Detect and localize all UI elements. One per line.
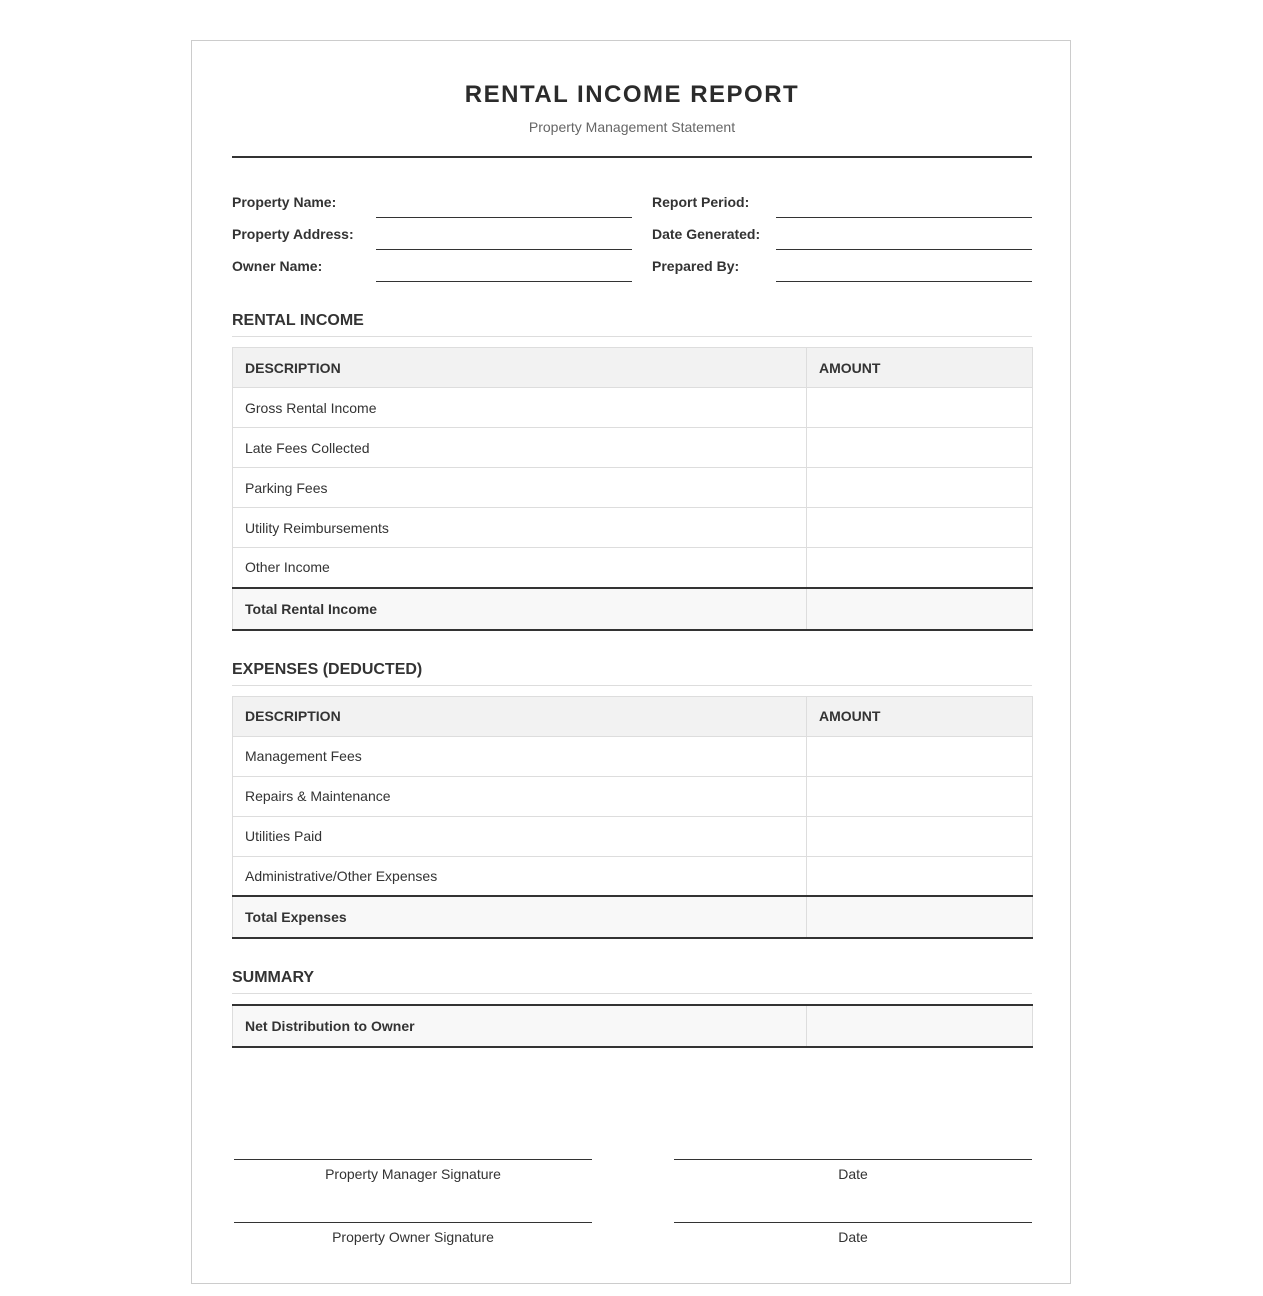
prepared-by-field[interactable] xyxy=(776,250,1032,282)
date-generated-field[interactable] xyxy=(776,218,1032,250)
summary-section-title: SUMMARY xyxy=(232,967,1032,994)
header-divider xyxy=(232,156,1032,158)
net-distribution-amount[interactable] xyxy=(807,1005,1033,1047)
expense-amount-cell[interactable] xyxy=(807,736,1033,776)
report-period-field[interactable] xyxy=(776,186,1032,218)
expenses-section-title: EXPENSES (DEDUCTED) xyxy=(232,659,1032,686)
owner-date-line xyxy=(674,1222,1032,1223)
expense-amount-cell[interactable] xyxy=(807,856,1033,896)
expense-description-cell: Utilities Paid xyxy=(233,816,807,856)
income-description-cell: Parking Fees xyxy=(233,468,807,508)
property-address-field[interactable] xyxy=(376,218,632,250)
income-description-cell: Gross Rental Income xyxy=(233,388,807,428)
income-description-cell: Utility Reimbursements xyxy=(233,508,807,548)
property-address-label: Property Address: xyxy=(232,226,354,242)
total-rental-income-row xyxy=(233,588,1033,630)
income-description-cell: Late Fees Collected xyxy=(233,428,807,468)
table-row xyxy=(233,736,1033,776)
table-row xyxy=(233,428,1033,468)
manager-signature-caption: Property Manager Signature xyxy=(325,1166,501,1182)
property-name-field[interactable] xyxy=(376,186,632,218)
net-distribution-row xyxy=(233,1005,1033,1047)
summary-table xyxy=(232,1004,1033,1048)
table-header-row xyxy=(233,696,1033,736)
expense-amount-cell[interactable] xyxy=(807,816,1033,856)
manager-signature-block[interactable] xyxy=(234,1159,592,1183)
manager-date-block[interactable] xyxy=(674,1159,1032,1183)
owner-signature-line xyxy=(234,1222,592,1223)
description-column-header: DESCRIPTION xyxy=(233,348,807,388)
owner-signature-block[interactable] xyxy=(234,1222,592,1246)
expense-description-cell: Administrative/Other Expenses xyxy=(233,856,807,896)
report-page xyxy=(191,40,1071,1284)
amount-column-header: AMOUNT xyxy=(807,696,1033,736)
table-row xyxy=(233,508,1033,548)
report-content xyxy=(232,41,1032,1245)
report-subtitle: Property Management Statement xyxy=(528,119,736,135)
manager-signature-row xyxy=(232,1159,1032,1199)
owner-name-field[interactable] xyxy=(376,250,632,282)
owner-signature-caption: Property Owner Signature xyxy=(332,1229,494,1245)
expenses-table xyxy=(232,696,1033,940)
expense-description-cell: Management Fees xyxy=(233,736,807,776)
manager-date-caption: Date xyxy=(838,1166,868,1182)
income-amount-cell[interactable] xyxy=(807,508,1033,548)
description-column-header: DESCRIPTION xyxy=(233,696,807,736)
property-name-label: Property Name: xyxy=(232,194,337,210)
table-row xyxy=(233,776,1033,816)
report-period-label: Report Period: xyxy=(652,194,750,210)
manager-signature-line xyxy=(234,1159,592,1160)
total-expenses-amount[interactable] xyxy=(807,896,1033,938)
income-amount-cell[interactable] xyxy=(807,548,1033,588)
total-expenses-label: Total Expenses xyxy=(233,896,807,938)
table-header-row xyxy=(233,348,1033,388)
date-generated-label: Date Generated: xyxy=(652,226,761,242)
table-row xyxy=(233,388,1033,428)
total-rental-income-amount[interactable] xyxy=(807,588,1033,630)
table-row xyxy=(233,468,1033,508)
expense-amount-cell[interactable] xyxy=(807,776,1033,816)
owner-name-label: Owner Name: xyxy=(232,258,323,274)
amount-column-header: AMOUNT xyxy=(807,348,1033,388)
total-rental-income-label: Total Rental Income xyxy=(233,588,807,630)
owner-date-caption: Date xyxy=(838,1229,868,1245)
owner-signature-row xyxy=(232,1222,1032,1262)
report-title: RENTAL INCOME REPORT xyxy=(464,81,800,108)
table-row xyxy=(233,548,1033,588)
rental-income-section-title: RENTAL INCOME xyxy=(232,310,1032,337)
manager-date-line xyxy=(674,1159,1032,1160)
income-description-cell: Other Income xyxy=(233,548,807,588)
owner-date-block[interactable] xyxy=(674,1222,1032,1246)
property-info-grid xyxy=(232,186,1032,282)
rental-income-table xyxy=(232,347,1033,631)
income-amount-cell[interactable] xyxy=(807,468,1033,508)
prepared-by-label: Prepared By: xyxy=(652,258,740,274)
income-amount-cell[interactable] xyxy=(807,428,1033,468)
income-amount-cell[interactable] xyxy=(807,388,1033,428)
net-distribution-label: Net Distribution to Owner xyxy=(233,1005,807,1047)
table-row xyxy=(233,856,1033,896)
expense-description-cell: Repairs & Maintenance xyxy=(233,776,807,816)
total-expenses-row xyxy=(233,896,1033,938)
table-row xyxy=(233,816,1033,856)
